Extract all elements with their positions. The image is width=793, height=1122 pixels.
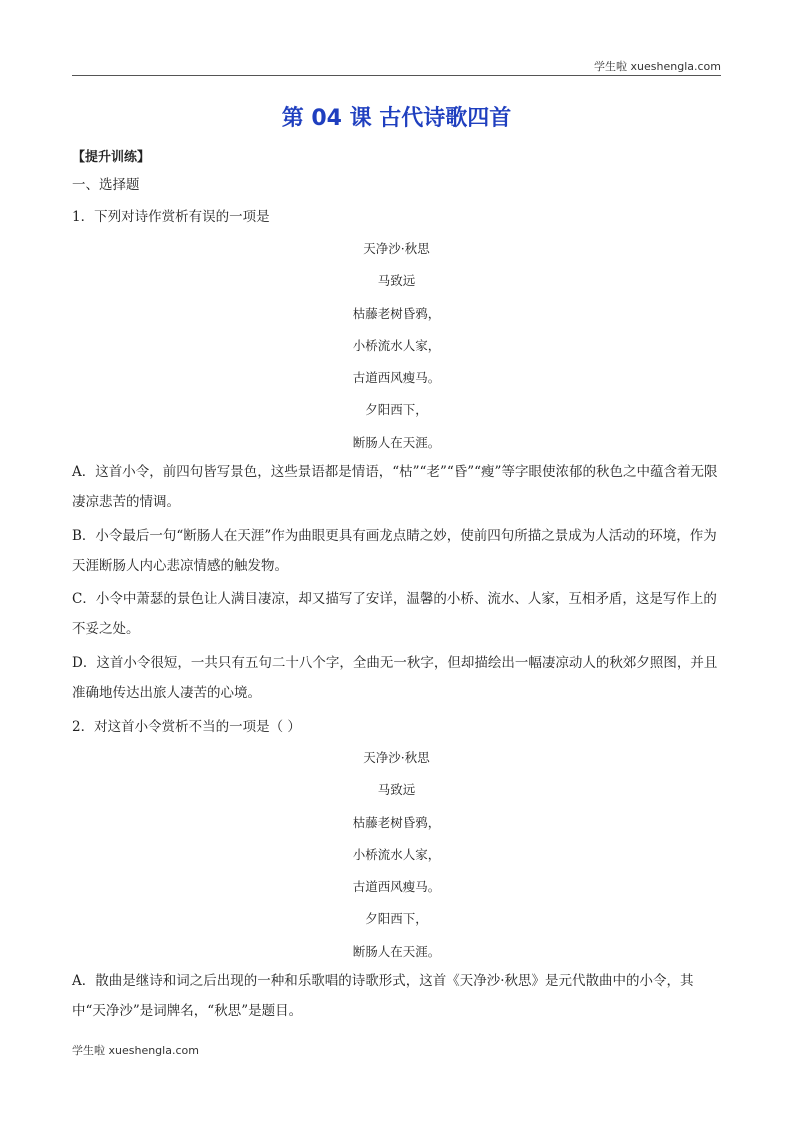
header-brand: 学生啦 xueshengla.com [594,60,721,73]
poem-line: 小桥流水人家， [352,337,441,353]
poem-line: 古道西风瘦马。 [352,879,441,895]
poem-line: 夕阳西下， [365,911,428,927]
poem-line: 马致远 [377,782,416,798]
poem-line: 枯藤老树昏鸦， [352,305,441,321]
poem-line: 断肠人在天涯。 [352,434,441,450]
question-1-option-a: A．这首小令，前四句皆写景色，这些景语都是情语，“枯”“老”“昏”“瘦”等字眼使浓郁的秋色之中蕴含着无限凄凉悲苦的情调。 [72,464,718,510]
question-1-option-d: D．这首小令很短，一共只有五句二十八个字，全曲无一秋字，但却描绘出一幅凄凉动人的秋郊夕照图，并且准确地传达出旅人凄苦的心境。 [72,655,718,701]
question-2-stem: 2．对这首小令赏析不当的一项是（ ） [72,719,301,735]
question-2-option-a: A．散曲是继诗和词之后出现的一种和乐歌唱的诗歌形式，这首《天净沙·秋思》是元代散曲中的小令，其中“天净沙”是词牌名，“秋思”是题目。 [72,973,694,1019]
poem-line: 夕阳西下， [365,402,428,418]
poem-line: 天净沙·秋思 [363,241,430,256]
footer-brand: 学生啦 xueshengla.com [72,1044,199,1057]
poem-line: 断肠人在天涯。 [352,943,441,959]
part-heading: 一、选择题 [72,177,140,193]
page-title: 第 04 课 古代诗歌四首 [281,106,512,131]
poem-line: 古道西风瘦马。 [352,370,441,386]
poem-line: 枯藤老树昏鸦， [352,814,441,830]
question-1-option-b: B．小令最后一句“断肠人在天涯”作为曲眼更具有画龙点睛之妙，使前四句所描之景成为人活动的环境，作为天涯断肠人内心悲凉情感的触发物。 [72,528,717,574]
question-1-option-c: C．小令中萧瑟的景色让人满目凄凉，却又描写了安详，温馨的小桥、流水、人家，互相矛盾，这是写作上的不妥之处。 [72,591,717,637]
poem-line: 马致远 [377,273,416,289]
header-divider [72,75,721,76]
poem-line: 天净沙·秋思 [363,750,430,765]
question-2-poem [0,742,793,968]
question-1-poem [0,233,793,459]
poem-line: 小桥流水人家， [352,846,441,862]
question-1-stem: 1．下列对诗作赏析有误的一项是 [72,209,270,225]
section-label: 【提升训练】 [72,150,151,165]
